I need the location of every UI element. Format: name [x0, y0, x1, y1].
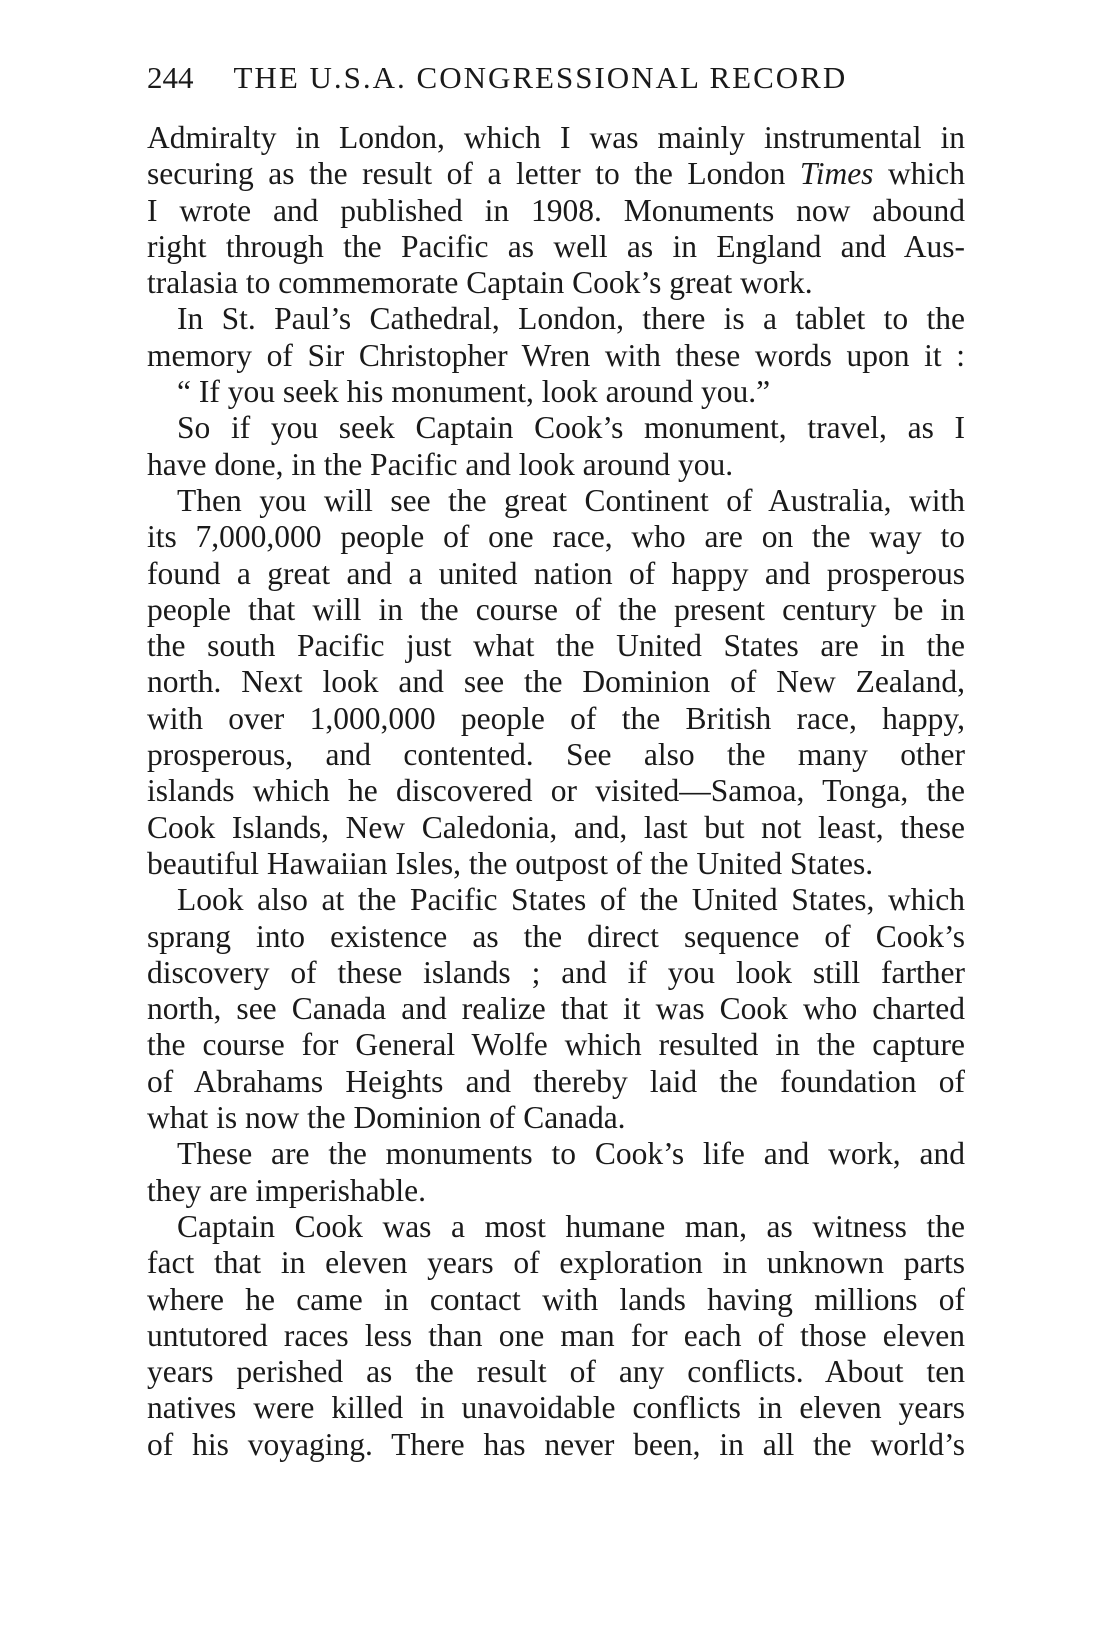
text-line: beautiful Hawaiian Isles, the outpost of the United States. [147, 845, 874, 881]
text-line: years perished as the result of any conflicts. About ten [147, 1354, 965, 1390]
text-line: untutored races less than one man for each of those eleven [147, 1317, 965, 1353]
text-line: fact that in eleven years of exploration in unknown parts [147, 1245, 965, 1281]
text-line: with over 1,000,000 people of the British race, happy, [147, 700, 965, 736]
text-fragment: securing as the result of a letter to the London [147, 156, 786, 192]
text-line: These are the monuments to Cook’s life and work, and [177, 1136, 965, 1172]
text-line: people that will in the course of the present century be in [147, 591, 965, 627]
text-line: found a great and a united nation of happy and prosperous [147, 555, 965, 591]
text-line: Look also at the Pacific States of the United States, which [177, 882, 965, 918]
text-line: have done, in the Pacific and look around you. [147, 446, 734, 482]
text-line: of his voyaging. There has never been, in all the world’s [147, 1426, 965, 1462]
text-line: the south Pacific just what the United States are in the [147, 628, 965, 664]
text-fragment: which [888, 156, 965, 192]
text-line: north, see Canada and realize that it was Cook who charted [147, 991, 965, 1027]
text-line: prosperous, and contented. See also the many other [147, 737, 965, 773]
quotation-line: “ If you seek his monument, look around you.” [177, 374, 771, 410]
text-line: where he came in contact with lands having millions of [147, 1281, 965, 1317]
text-line: In St. Paul’s Cathedral, London, there is a tablet to the [177, 301, 965, 337]
text-line: they are imperishable. [147, 1172, 427, 1208]
text-line: tralasia to commemorate Captain Cook’s great work. [147, 265, 813, 301]
text-line: the course for General Wolfe which resulted in the capture [147, 1027, 965, 1063]
newspaper-title: Times [799, 156, 874, 192]
text-line: islands which he discovered or visited—Samoa, Tonga, the [147, 773, 965, 809]
page-number: 244 [147, 60, 194, 95]
text-line: what is now the Dominion of Canada. [147, 1100, 626, 1136]
body-text [147, 120, 965, 1463]
text-line: north. Next look and see the Dominion of New Zealand, [147, 664, 965, 700]
text-line: Captain Cook was a most humane man, as witness the [177, 1208, 965, 1244]
running-title: THE U.S.A. CONGRESSIONAL RECORD [233, 60, 848, 95]
text-line: discovery of these islands ; and if you look still farther [147, 954, 965, 990]
text-line: its 7,000,000 people of one race, who are on the way to [147, 519, 965, 555]
running-header [147, 60, 965, 106]
text-line: I wrote and published in 1908. Monuments now abound [147, 192, 965, 228]
text-line: Cook Islands, New Caledonia, and, last but not least, these [147, 809, 965, 845]
text-line: So if you seek Captain Cook’s monument, travel, as I [177, 410, 965, 446]
text-line [147, 156, 965, 192]
text-line: natives were killed in unavoidable conflicts in eleven years [147, 1390, 965, 1426]
text-line: of Abrahams Heights and thereby laid the foundation of [147, 1063, 965, 1099]
text-line: memory of Sir Christopher Wren with these words upon it : [147, 337, 965, 373]
text-line: right through the Pacific as well as in England and Aus- [147, 228, 965, 264]
text-line: Then you will see the great Continent of Australia, with [177, 482, 965, 518]
book-page [147, 60, 965, 1463]
text-line: sprang into existence as the direct sequence of Cook’s [147, 918, 965, 954]
text-line: Admiralty in London, which I was mainly instrumental in [147, 120, 965, 155]
